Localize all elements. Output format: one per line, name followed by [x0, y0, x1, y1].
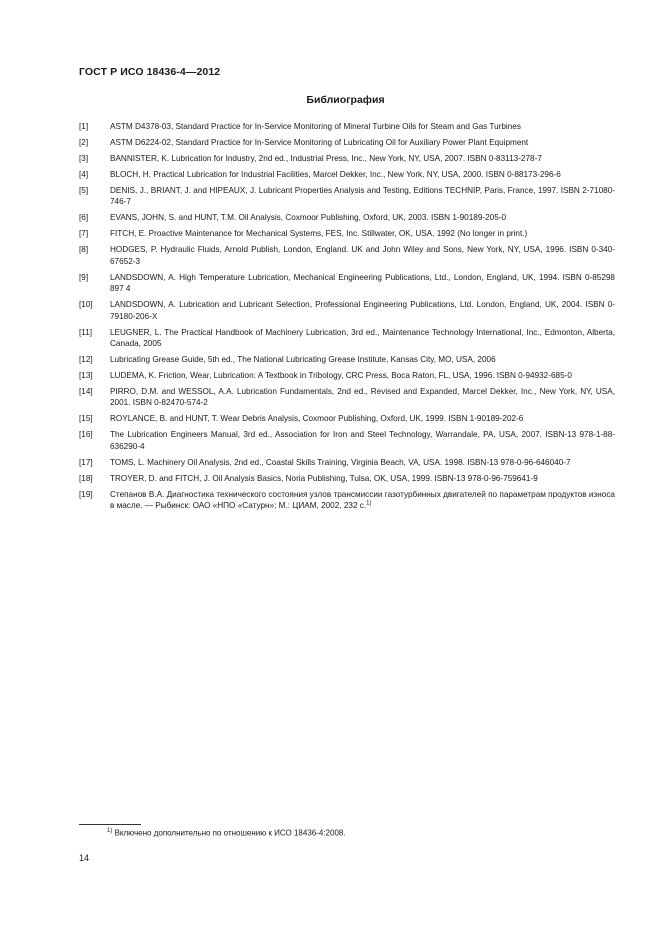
bibliography-entry — [79, 489, 615, 512]
entry-text: Степанов В.А. Диагностика технического состояния узлов трансмиссии газотурбинных двигателей по параметрам продуктов износа в масле. — Рыбинск: ОАО «НПО «Сатурн»; М.: ЦИАМ, 2002, 232 с. — [110, 489, 615, 511]
entry-number: [13] — [79, 371, 93, 381]
entry-number: [14] — [79, 387, 93, 397]
entry-number: [12] — [79, 355, 93, 365]
entry-number: [2] — [79, 138, 89, 147]
entry-number: [5] — [79, 186, 89, 195]
entry-number: [17] — [79, 457, 93, 467]
bibliography-entry — [79, 327, 615, 350]
entry-number: [4] — [79, 170, 89, 179]
bibliography-title: Библиография — [306, 94, 385, 106]
bibliography-entry — [79, 457, 615, 468]
entry-text: ROYLANCE, B. and HUNT, T. Wear Debris Analysis, Coxmoor Publishing, Oxford, UK, 1999. ISBN 1-90189-202-6 — [110, 414, 524, 424]
entry-number: [16] — [79, 430, 93, 440]
entry-text: TOMS, L. Machinery Oil Analysis, 2nd ed., Coastal Skills Training, Virginia Beach, VA, USA. 1998. ISBN-13 978-0-96-646040-7 — [110, 457, 571, 467]
entry-text: LEUGNER, L. The Practical Handbook of Machinery Lubrication, 3rd ed., Maintenance Technology International, Inc., Edmonton, Alberta, Canada, 2005 — [110, 327, 615, 349]
entry-text: TROYER, D. and FITCH, J. Oil Analysis Basics, Noria Publishing, Tulsa, OK, USA, 1999. ISBN-13 978-0-96-759641-9 — [110, 473, 538, 483]
footnote-divider — [79, 824, 141, 825]
bibliography-entry — [79, 413, 615, 424]
entry-text: PIRRO, D.M. and WESSOL, A.A. Lubrication Fundamentals, 2nd ed., Revised and Expanded, Marcel Dekker, Inc., New York, NY, USA, 2001. ISBN 0-82470-574-2 — [110, 387, 615, 408]
entry-text: BANNISTER, K. Lubrication for Industry, 2nd ed., Industrial Press, Inc., New York, NY, USA, 2007. ISBN 0-83113-278-7 — [110, 154, 542, 163]
footnote-reference: 1) — [366, 500, 372, 507]
bibliography-entry — [79, 137, 615, 148]
entry-number: [7] — [79, 229, 89, 239]
bibliography-entry — [79, 153, 615, 164]
bibliography-entry — [79, 299, 615, 322]
bibliography-entry — [79, 370, 615, 381]
entry-number: [9] — [79, 272, 89, 282]
bibliography-entry — [79, 121, 615, 132]
bibliography-entry — [79, 473, 615, 484]
bibliography-entry — [79, 386, 615, 409]
entry-text: HODGES, P. Hydraulic Fluids, Arnold Publish, London, England. UK and John Wiley and Sons, New York, NY, USA, 1996. ISBN 0-340-67652-3 — [110, 245, 615, 266]
entry-text: LUDEMA, K. Friction, Wear, Lubrication: A Textbook in Tribology, CRC Press, Boca Raton, FL, USA, 1996. ISBN 0-94932-685-0 — [110, 371, 572, 381]
footnote — [107, 826, 346, 839]
bibliography-title-wrap — [0, 94, 661, 106]
bibliography-list — [79, 121, 615, 516]
entry-number: [19] — [79, 489, 93, 499]
entry-text: FITCH, E. Proactive Maintenance for Mechanical Systems, FES, Inc. Stillwater, OK, USA, 1992 (No longer in print.) — [110, 229, 528, 239]
entry-number: [15] — [79, 414, 93, 424]
document-header: ГОСТ Р ИСО 18436-4—2012 — [79, 66, 221, 78]
entry-number: [18] — [79, 473, 93, 483]
bibliography-entry — [79, 272, 615, 295]
page-number: 14 — [79, 853, 90, 863]
entry-text: Lubricating Grease Guide, 5th ed., The National Lubricating Grease Institute, Kansas City, MO, USA, 2006 — [110, 355, 496, 365]
bibliography-entry — [79, 244, 615, 267]
entry-text: The Lubrication Engineers Manual, 3rd ed., Association for Iron and Steel Technology, Warrandale, PA, USA, 2007. ISBN-13 978-1-88-636290-4 — [110, 430, 615, 451]
entry-number: [10] — [79, 300, 93, 310]
entry-number: [3] — [79, 154, 89, 163]
footnote-text: Включено дополнительно по отношению к ИСО 18436-4:2008. — [114, 828, 346, 838]
entry-number: [1] — [79, 122, 89, 131]
bibliography-entry — [79, 354, 615, 365]
entry-text: EVANS, JOHN, S. and HUNT, T.M. Oil Analysis, Coxmoor Publishing, Oxford, UK, 2003. ISBN 1-90189-205-0 — [110, 213, 507, 223]
entry-number: [6] — [79, 213, 89, 223]
entry-text: ASTM D6224-02, Standard Practice for In-Service Monitoring of Lubricating Oil for Auxiliary Power Plant Equipment — [110, 138, 529, 147]
bibliography-entry — [79, 212, 615, 223]
bibliography-entry — [79, 169, 615, 180]
bibliography-entry — [79, 185, 615, 208]
entry-text: BLOCH, H. Practical Lubrication for Industrial Facilities, Marcel Dekker, Inc., New York, NY, USA, 2000. ISBN 0-88173-296-6 — [110, 170, 561, 179]
entry-text: DENIS, J., BRIANT, J. and HIPEAUX, J. Lubricant Properties Analysis and Testing, Editions TECHNIP, Paris, France, 1997. ISBN 2-71080-746-7 — [110, 186, 615, 207]
bibliography-entry — [79, 429, 615, 452]
footnote-marker: 1) — [107, 828, 113, 834]
entry-text: ASTM D4378-03, Standard Practice for In-Service Monitoring of Mineral Turbine Oils for Steam and Gas Turbines — [110, 122, 521, 131]
entry-number: [8] — [79, 245, 89, 255]
bibliography-entry — [79, 228, 615, 239]
entry-text: LANDSDOWN, A. High Temperature Lubrication, Mechanical Engineering Publications, Ltd., London, England, UK, 1994. ISBN 0-85298 897 4 — [110, 272, 615, 294]
entry-text: LANDSDOWN, A. Lubrication and Lubricant Selection, Professional Engineering Publications, Ltd. London, England, UK, 2004. ISBN 0-79180-206-X — [110, 300, 615, 321]
entry-text-wrap — [110, 489, 615, 512]
entry-number: [11] — [79, 327, 93, 337]
